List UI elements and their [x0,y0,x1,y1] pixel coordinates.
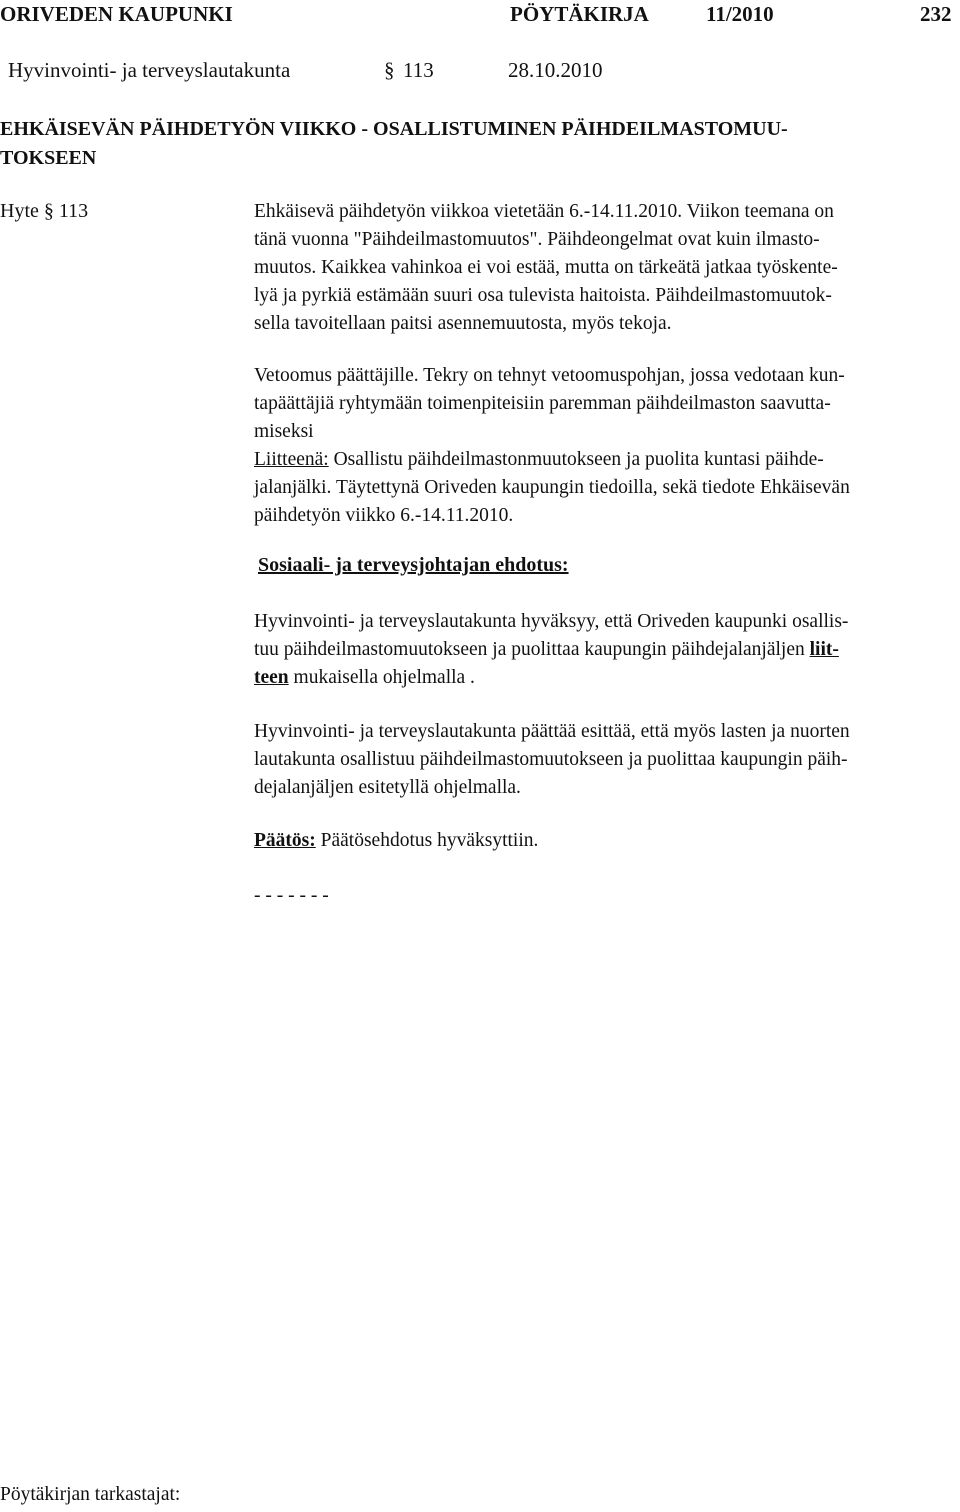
text-segment: tuu päihdeilmastomuutokseen ja puolittaa kaupungin päihdejalanjäljen [254,639,810,660]
decision-text: Päätösehdotus hyväksyttiin. [315,830,539,851]
meeting-date: 28.10.2010 [508,58,603,82]
proposal-heading: Sosiaali- ja terveysjohtajan ehdotus: [258,554,569,576]
text-line: lautakunta osallistuu päihdeilmastomuutokseen ja puolittaa kaupungin päih- [254,749,848,770]
text-line: sella tavoitellaan paitsi asennemuutosta, myös tekoja. [254,313,672,334]
title-line-1: EHKÄISEVÄN PÄIHDETYÖN VIIKKO - OSALLISTUMINEN PÄIHDEILMASTOMUU- [0,118,788,140]
text-line: jalanjälki. Täytettynä Oriveden kaupungin tiedoilla, sekä tiedote Ehkäisevän [254,477,850,498]
document-number: 11/2010 [706,2,774,26]
text-line [254,636,960,664]
paragraph-intro [254,198,960,338]
paragraph-decision-proposal [254,718,960,802]
text-line: tänä vuonna "Päihdeilmastomuutos". Päihdeongelmat ovat kuin ilmasto- [254,229,820,250]
attachment-text: Osallistu päihdeilmastonmuutokseen ja puolita kuntasi päihde- [328,449,824,470]
document-type: PÖYTÄKIRJA [510,2,649,26]
reference-code: Hyte [0,200,39,222]
text-line: tapäättäjiä ryhtymään toimenpiteisiin paremman päihdeilmaston saavutta- [254,393,831,414]
text-line: Vetoomus päättäjille. Tekry on tehnyt vetoomuspohjan, jossa vedotaan kun- [254,365,845,386]
footer-reviewers: Pöytäkirjan tarkastajat: [0,1484,181,1505]
paragraph-appeal [254,362,960,530]
attachment-label: Liitteenä: [254,449,329,470]
attachment-line [254,446,960,474]
text-segment: mukaisella ohjelmalla . [288,667,475,688]
text-line: päihdetyön viikko 6.-14.11.2010. [254,505,514,526]
title-line-2: TOKSEEN [0,147,97,169]
section-symbol: § [384,58,395,82]
section-number: 113 [403,58,434,82]
text-line [254,664,960,692]
decision [254,830,538,852]
text-line: Hyvinvointi- ja terveyslautakunta hyväksyy, että Oriveden kaupunki osallis- [254,611,849,632]
paragraph-proposal [254,608,960,692]
page-title [0,115,788,173]
attachment-link[interactable]: liit- [809,639,839,660]
text-line: miseksi [254,421,314,442]
text-line: Ehkäisevä päihdetyön viikkoa vietetään 6.-14.11.2010. Viikon teemana on [254,201,834,222]
reference [0,200,88,223]
section-end-dashes: - - - - - - - [254,885,329,906]
text-line: dejalanjäljen esitetyllä ohjelmalla. [254,777,521,798]
reference-symbol: § [43,200,54,222]
organization-name: ORIVEDEN KAUPUNKI [0,2,233,26]
decision-label: Päätös: [254,830,316,851]
page-number: 232 [920,2,952,26]
reference-number: 113 [58,200,89,222]
text-line: muutos. Kaikkea vahinkoa ei voi estää, mutta on tärkeätä jatkaa työskente- [254,257,838,278]
attachment-link[interactable]: teen [254,667,289,688]
committee-name: Hyvinvointi- ja terveyslautakunta [8,58,291,82]
text-line: lyä ja pyrkiä estämään suuri osa tulevista haitoista. Päihdeilmastomuutok- [254,285,832,306]
text-line: Hyvinvointi- ja terveyslautakunta päättää esittää, että myös lasten ja nuorten [254,721,850,742]
